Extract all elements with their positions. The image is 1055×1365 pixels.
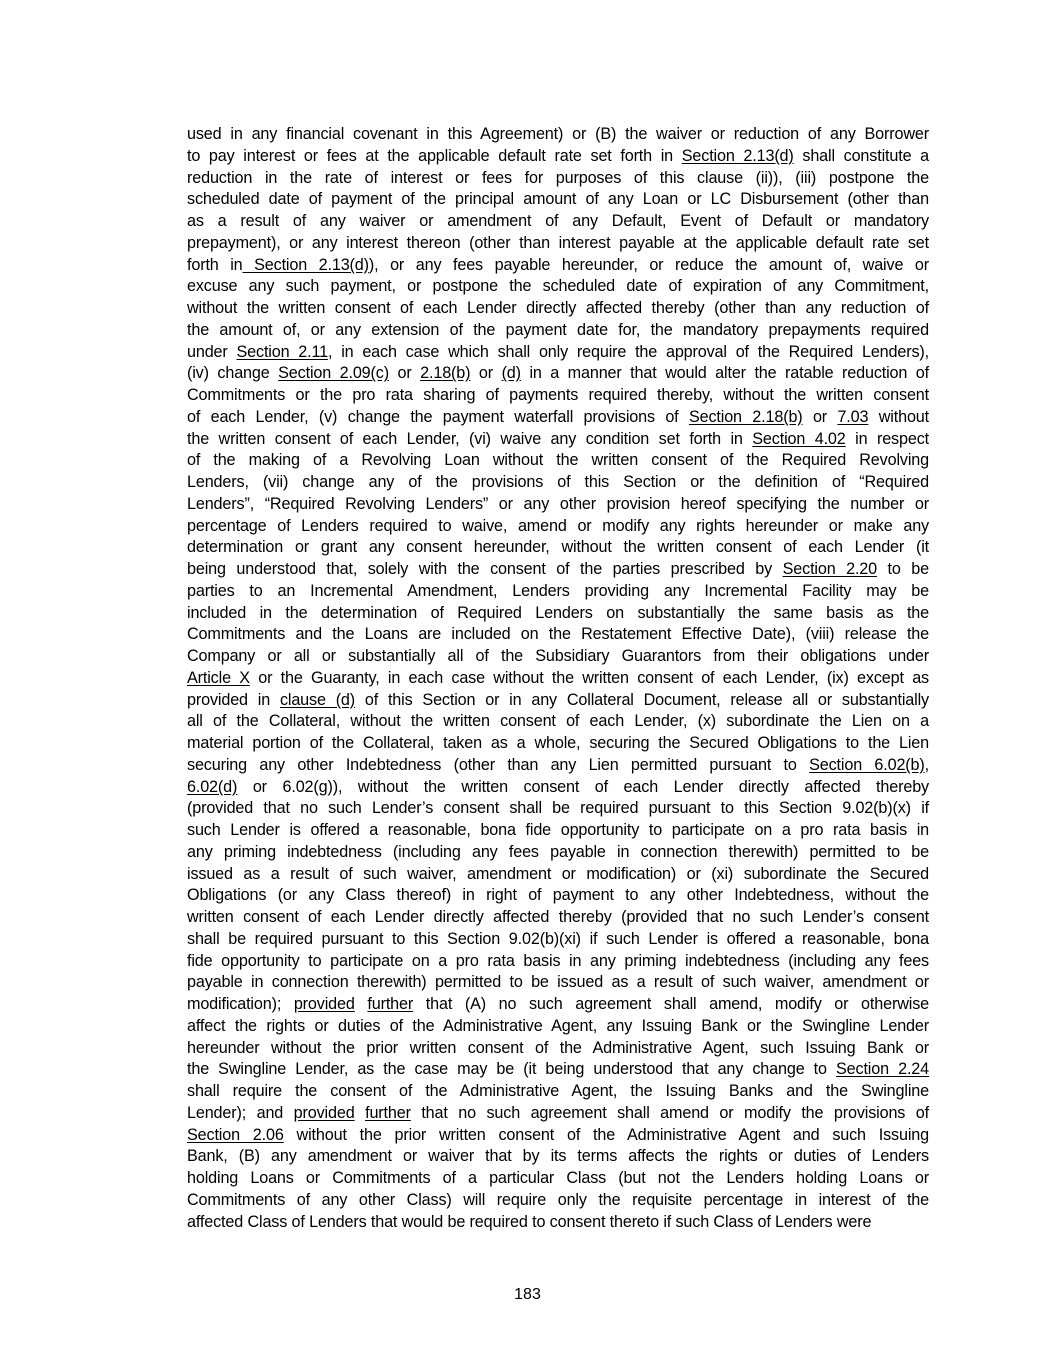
text-segment: prepayment), or any interest thereon (other than interest payable at the applicable default rate set [187,233,929,252]
text-segment: Commitments and the Loans are included on the Restatement Effective Date), (viii) release the [187,625,929,644]
text-segment: percentage of Lenders required to waive, amend or modify any rights hereunder or make any [187,516,929,535]
cross-reference-link: Section 2.13(d) [681,146,794,165]
text-line [187,820,929,842]
text-line [187,407,929,429]
text-line [187,189,929,211]
text-segment: that no such agreement shall amend or modify the provisions of [410,1103,929,1122]
text-segment: , [924,755,930,774]
text-line [187,1190,929,1212]
text-segment: or [802,407,838,426]
page-number: 183 [514,1286,541,1303]
text-segment: without the prior written consent of the Administrative Agent and such Issuing [283,1125,929,1144]
text-segment: included in the determination of Required Lenders on substantially the same basis as the [187,603,929,622]
text-line [187,1212,929,1234]
text-segment: modification); [187,995,294,1013]
text-line [187,907,929,929]
cross-reference-link: further [365,1103,411,1122]
text-segment: being understood that, solely with the consent of the parties prescribed by [187,560,783,578]
text-segment: of this Section or in any Collateral Document, release all or substantially [355,690,929,709]
cross-reference-link: Section 2.11 [236,342,328,361]
text-segment: material portion of the Collateral, taken as a whole, securing the Secured Obligations to the Lien [187,734,929,752]
text-segment: to be [877,560,929,578]
text-segment: the amount of, or any extension of the payment date for, the mandatory prepayments required [187,320,929,339]
text-segment: forth in [187,255,243,274]
text-line [187,450,929,472]
text-segment: such Lender is offered a reasonable, bona fide opportunity to participate on a pro rata basis in [187,821,929,839]
text-segment: shall require the consent of the Administrative Agent, the Issuing Banks and the Swingline [187,1082,929,1100]
text-line [187,603,929,625]
text-segment: the Swingline Lender, as the case may be (it being understood that any change to [187,1060,837,1079]
cross-reference-link: Section 2.09(c) [278,364,389,383]
text-segment: Commitments or the pro rata sharing of payments required thereby, without the written consent [187,386,929,404]
text-line [187,494,929,516]
text-line [187,690,929,712]
text-segment: without [868,407,930,426]
text-segment: under [187,342,237,361]
text-line [187,929,929,951]
text-segment: or [470,364,502,383]
cross-reference-link: Section 2.20 [782,560,878,578]
text-line [187,624,929,646]
text-segment: used in any financial covenant in this Agreement) or (B) the waiver or reduction of any Borrower [187,125,929,143]
cross-reference-link: Section 2.18(b) [688,407,803,426]
text-segment: or [388,364,421,383]
text-segment [355,1104,366,1122]
text-segment: of each Lender, (v) change the payment waterfall provisions of [187,407,689,426]
text-segment: securing any other Indebtedness (other than any Lien permitted pursuant to [187,755,810,774]
text-line [187,842,929,864]
text-line [187,146,929,168]
text-line [187,472,929,494]
text-line [187,711,929,733]
text-segment: Lenders, (vii) change any of the provisions of this Section or the definition of “Required [187,473,929,491]
text-segment: Company or all or substantially all of the Subsidiary Guarantors from their obligations under [187,647,929,665]
text-line [187,1016,929,1038]
text-line [187,298,929,320]
text-segment: affected Class of Lenders that would be required to consent thereto if such Class of Lenders were [187,1212,872,1231]
cross-reference-link: Section 2.06 [187,1125,284,1144]
text-line [187,276,929,298]
text-line [187,168,929,190]
text-line [187,951,929,973]
text-line [187,733,929,755]
text-line [187,342,929,364]
text-line [187,429,929,451]
text-segment: the written consent of each Lender, (vi) waive any condition set forth in [187,429,753,448]
text-line [187,1059,929,1081]
text-line [187,994,929,1016]
text-segment: payable in connection therewith) permitted to be issued as a result of such waiver, amendment or [187,973,929,992]
text-segment: determination or grant any consent hereunder, without the written consent of each Lender (it [187,538,929,557]
cross-reference-link: Section 4.02 [752,429,846,448]
text-line [187,211,929,233]
text-line [187,124,929,146]
text-segment: Bank, (B) any amendment or waiver that by its terms affects the rights or duties of Lenders [187,1147,929,1166]
text-line [187,537,929,559]
body-paragraph [187,124,929,1233]
cross-reference-link: Section 2.13(d) [242,255,369,274]
text-segment: of the making of a Revolving Loan without the written consent of the Required Revolving [187,451,929,470]
text-segment: in respect [845,429,929,448]
cross-reference-link: clause (d) [279,690,356,709]
text-line [187,233,929,255]
text-segment: or the Guaranty, in each case without the written consent of each Lender, (ix) except as [249,668,929,687]
text-segment: (provided that no such Lender’s consent shall be required pursuant to this Section 9.02(b)(x) if [187,799,929,818]
text-line [187,668,929,690]
text-line [187,516,929,538]
text-segment: ), or any fees payable hereunder, or reduce the amount of, waive or [368,255,929,274]
text-segment: Commitments of any other Class) will require only the requisite percentage in interest of the [187,1190,929,1209]
text-line [187,646,929,668]
text-segment [355,995,368,1013]
text-segment: holding Loans or Commitments of a particular Class (but not the Lenders holding Loans or [187,1169,929,1187]
text-line [187,972,929,994]
text-line [187,1146,929,1168]
text-segment: to pay interest or fees at the applicable default rate set forth in [187,146,682,165]
text-segment: affect the rights or duties of the Administrative Agent, any Issuing Bank or the Swingline Lender [187,1016,929,1035]
cross-reference-link: further [367,995,414,1013]
cross-reference-link: Section 6.02(b) [809,755,925,774]
text-line [187,363,929,385]
text-line [187,1081,929,1103]
text-segment: parties to an Incremental Amendment, Lenders providing any Incremental Facility may be [187,581,929,600]
text-line [187,559,929,581]
text-segment: scheduled date of payment of the principal amount of any Loan or LC Disbursement (other than [187,190,929,209]
text-segment: Lenders”, “Required Revolving Lenders” or any other provision hereof specifying the number or [187,494,929,513]
text-line [187,255,929,277]
cross-reference-link: 7.03 [837,407,869,426]
text-segment: shall constitute a [793,146,929,165]
text-line [187,777,929,799]
cross-reference-link: 6.02(d) [187,777,238,796]
cross-reference-link: Article X [187,668,250,687]
text-line [187,385,929,407]
cross-reference-link: (d) [501,364,521,383]
text-line [187,1103,929,1125]
text-line [187,581,929,603]
text-segment: (iv) change [187,364,279,383]
text-segment: reduction in the rate of interest or fees for purposes of this clause (ii)), (iii) postpone the [187,168,929,187]
text-segment: in a manner that would alter the ratable reduction of [520,364,929,383]
text-segment: written consent of each Lender directly affected thereby (provided that no such Lender’s consent [187,908,929,926]
text-line [187,864,929,886]
text-segment: provided in [187,690,280,709]
text-segment: fide opportunity to participate on a pro rata basis in any priming indebtedness (including any fees [187,951,929,970]
text-line [187,1125,929,1147]
text-segment: as a result of any waiver or amendment of any Default, Event of Default or mandatory [187,212,929,230]
text-segment: or 6.02(g)), without the written consent of each Lender directly affected thereby [237,777,929,796]
text-segment: Obligations (or any Class thereof) in right of payment to any other Indebtedness, without the [187,886,929,905]
text-line [187,320,929,342]
text-segment: all of the Collateral, without the written consent of each Lender, (x) subordinate the Lien on a [187,712,929,731]
text-line [187,1168,929,1190]
cross-reference-link: Section 2.24 [836,1060,929,1079]
text-line [187,885,929,907]
cross-reference-link: provided [293,995,355,1013]
text-line [187,1038,929,1060]
text-segment: without the written consent of each Lender directly affected thereby (other than any reduction of [187,299,929,317]
text-segment: hereunder without the prior written consent of the Administrative Agent, such Issuing Bank or [187,1038,929,1057]
text-line [187,798,929,820]
text-segment: excuse any such payment, or postpone the scheduled date of expiration of any Commitment, [187,277,929,296]
text-segment: shall be required pursuant to this Section 9.02(b)(xi) if such Lender is offered a reasonable, bona [187,929,929,948]
text-segment: issued as a result of such waiver, amendment or modification) or (xi) subordinate the Secured [187,864,929,883]
text-segment: , in each case which shall only require the approval of the Required Lenders), [328,342,930,361]
cross-reference-link: provided [293,1103,355,1122]
text-segment: Lender); and [187,1103,294,1122]
text-segment: that (A) no such agreement shall amend, modify or otherwise [413,995,929,1013]
text-segment: any priming indebtedness (including any fees payable in connection therewith) permitted to be [187,842,929,861]
text-line [187,755,929,777]
cross-reference-link: 2.18(b) [420,364,471,383]
